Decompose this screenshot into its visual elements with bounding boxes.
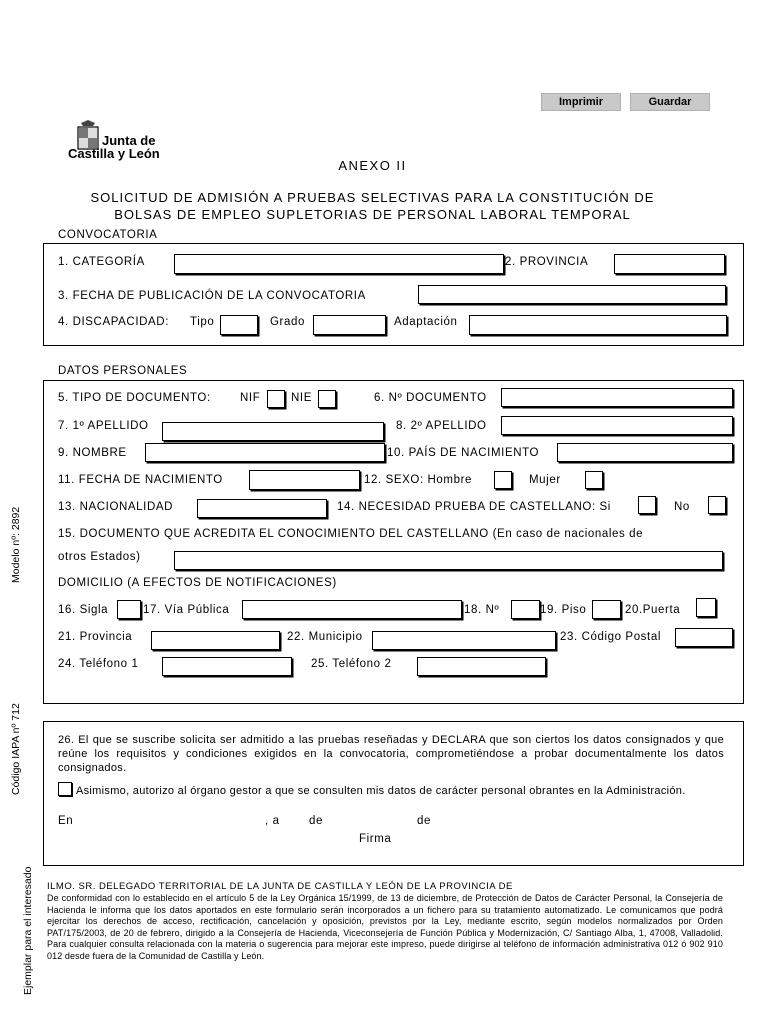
doc-castellano-field[interactable] (174, 551, 723, 570)
destinatario: ILMO. SR. DELEGADO TERRITORIAL DE LA JUNTA DE CASTILLA Y LEÓN DE LA PROVINCIA DE (47, 881, 513, 892)
codigo-postal-label: 23. Código Postal (560, 631, 661, 643)
nombre-field[interactable] (145, 443, 385, 462)
categoria-field[interactable] (174, 254, 504, 274)
sexo-label: 12. SEXO: Hombre (364, 474, 473, 486)
ejemplar-side-label: Ejemplar para el interesado (22, 866, 34, 995)
num-documento-label: 6. Nº DOCUMENTO (374, 392, 487, 404)
page-title-line2: BOLSAS DE EMPLEO SUPLETORIAS DE PERSONAL LABORAL TEMPORAL (114, 207, 631, 222)
annex-title: ANEXO II (338, 158, 407, 173)
prueba-si-checkbox[interactable] (638, 496, 656, 514)
provincia-domicilio-label: 21. Provincia (58, 631, 133, 643)
hombre-checkbox[interactable] (494, 471, 512, 489)
nif-label: NIF (240, 392, 261, 404)
nacionalidad-label: 13. NACIONALIDAD (58, 501, 174, 513)
nombre-label: 9. NOMBRE (58, 447, 127, 459)
fecha-nacimiento-field[interactable] (249, 470, 360, 490)
doc-castellano-label-2: otros Estados) (58, 551, 141, 563)
num-documento-field[interactable] (501, 388, 733, 407)
via-publica-field[interactable] (242, 600, 462, 619)
telefono2-field[interactable] (417, 657, 546, 676)
adaptacion-label: Adaptación (394, 316, 458, 328)
print-button[interactable]: Imprimir (541, 93, 621, 111)
save-button[interactable]: Guardar (630, 93, 710, 111)
fecha-publicacion-label: 3. FECHA DE PUBLICACIÓN DE LA CONVOCATORIA (58, 290, 366, 302)
codigo-postal-field[interactable] (675, 628, 733, 647)
doc-castellano-label-1: 15. DOCUMENTO QUE ACREDITA EL CONOCIMIENTO DEL CASTELLANO (En caso de nacionales de (58, 528, 644, 540)
logo-line2: Castilla y León (68, 146, 160, 161)
fecha-nacimiento-label: 11. FECHA DE NACIMIENTO (58, 474, 223, 486)
tipo-label: Tipo (190, 316, 215, 328)
piso-label: 19. Piso (540, 604, 587, 616)
nacionalidad-field[interactable] (197, 499, 327, 518)
categoria-label: 1. CATEGORÍA (58, 256, 145, 268)
discapacidad-tipo-field[interactable] (220, 315, 258, 335)
numero-field[interactable] (511, 600, 540, 619)
piso-field[interactable] (592, 600, 621, 619)
declaracion-text: 26. El que se suscribe solicita ser admitido a las pruebas reseñadas y DECLARA que son ciertos los datos consignados y que reúne los requisitos y condiciones exigidos en la convocatoria, comprometiéndose a probar documentalmente los datos consignados. (58, 734, 724, 774)
apellido1-label: 7. 1º APELLIDO (58, 420, 149, 432)
via-publica-label: 17. Vía Pública (143, 604, 230, 616)
municipio-field[interactable] (372, 631, 556, 650)
datos-personales-heading: DATOS PERSONALES (58, 365, 188, 377)
fecha-dia-label: , a (265, 815, 280, 827)
puerta-label: 20.Puerta (625, 604, 681, 616)
telefono1-label: 24. Teléfono 1 (58, 658, 139, 670)
autorizo-text: Asimismo, autorizo al órgano gestor a que se consulten mis datos de carácter personal obrantes en la Administración. (76, 785, 686, 797)
pais-nacimiento-label: 10. PAÍS DE NACIMIENTO (387, 447, 540, 459)
puerta-field[interactable] (696, 598, 716, 617)
mujer-checkbox[interactable] (585, 471, 603, 489)
mujer-label: Mujer (529, 474, 561, 486)
telefono2-label: 25. Teléfono 2 (311, 658, 392, 670)
apellido2-label: 8. 2º APELLIDO (396, 420, 487, 432)
adaptacion-field[interactable] (469, 315, 727, 335)
firma-label: Firma (359, 833, 392, 845)
fecha-publicacion-field[interactable] (418, 285, 726, 304)
discapacidad-label: 4. DISCAPACIDAD: (58, 316, 169, 328)
apellido1-field[interactable] (162, 422, 384, 441)
prueba-no-label: No (674, 501, 690, 513)
provincia-domicilio-field[interactable] (151, 631, 280, 650)
provincia-label: 2. PROVINCIA (505, 256, 589, 268)
apellido2-field[interactable] (501, 416, 733, 435)
sigla-field[interactable] (117, 600, 141, 619)
codigo-side-label: Código IAPA nº 712 (10, 703, 22, 795)
prueba-no-checkbox[interactable] (708, 496, 726, 514)
convocatoria-heading: CONVOCATORIA (58, 229, 158, 241)
lugar-en-label: En (58, 815, 74, 827)
discapacidad-grado-field[interactable] (313, 315, 386, 335)
tipo-documento-label: 5. TIPO DE DOCUMENTO: (58, 392, 211, 404)
prueba-castellano-label: 14. NECESIDAD PRUEBA DE CASTELLANO: Si (337, 501, 611, 513)
pais-nacimiento-field[interactable] (557, 443, 733, 462)
fecha-mes-label: de (309, 815, 323, 827)
autorizo-checkbox[interactable] (58, 782, 72, 796)
nif-checkbox[interactable] (267, 390, 285, 408)
provincia-field[interactable] (614, 254, 725, 274)
grado-label: Grado (270, 316, 305, 328)
telefono1-field[interactable] (162, 657, 292, 676)
autorizo-paragraph (58, 782, 724, 798)
sigla-label: 16. Sigla (58, 604, 109, 616)
modelo-side-label: Modelo nº: 2892 (10, 506, 22, 583)
nie-label: NIE (291, 392, 312, 404)
proteccion-datos-text: De conformidad con lo establecido en el artículo 5 de la Ley Orgánica 15/1999, de 13 de diciembre, de Protección de Datos de Carácter Personal, la Consejería de Hacienda le informa que los datos aportados en este formulario serán incorporados a un fichero para su tratamiento automatizado. Le comunicamos que podrá ejercitar los derechos de acceso, rectificación, cancelación y oposición, previstos por la Ley, mediante escrito, según modelos normalizados por Orden PAT/175/2003, de 20 de febrero, dirigido a la Consejería de Hacienda, Viceconsejería de Función Pública y Modernización, C/ Santiago Alba, 1, 47008, Valladolid. Para cualquier consulta relacionada con la materia o sugerencia para mejorar este impreso, puede dirigirse al teléfono de información administrativa 012 ó 902 910 012 desde fuera de la Comunidad de Castilla y León. (47, 893, 723, 961)
nie-checkbox[interactable] (318, 390, 336, 408)
domicilio-heading: DOMICILIO (A EFECTOS DE NOTIFICACIONES) (58, 577, 337, 589)
logo-line1: Junta de (102, 133, 156, 148)
fecha-anio-label: de (417, 815, 431, 827)
numero-label: 18. Nº (464, 604, 500, 616)
page-title-line1: SOLICITUD DE ADMISIÓN A PRUEBAS SELECTIVAS PARA LA CONSTITUCIÓN DE (90, 190, 655, 205)
municipio-label: 22. Municipio (287, 631, 363, 643)
